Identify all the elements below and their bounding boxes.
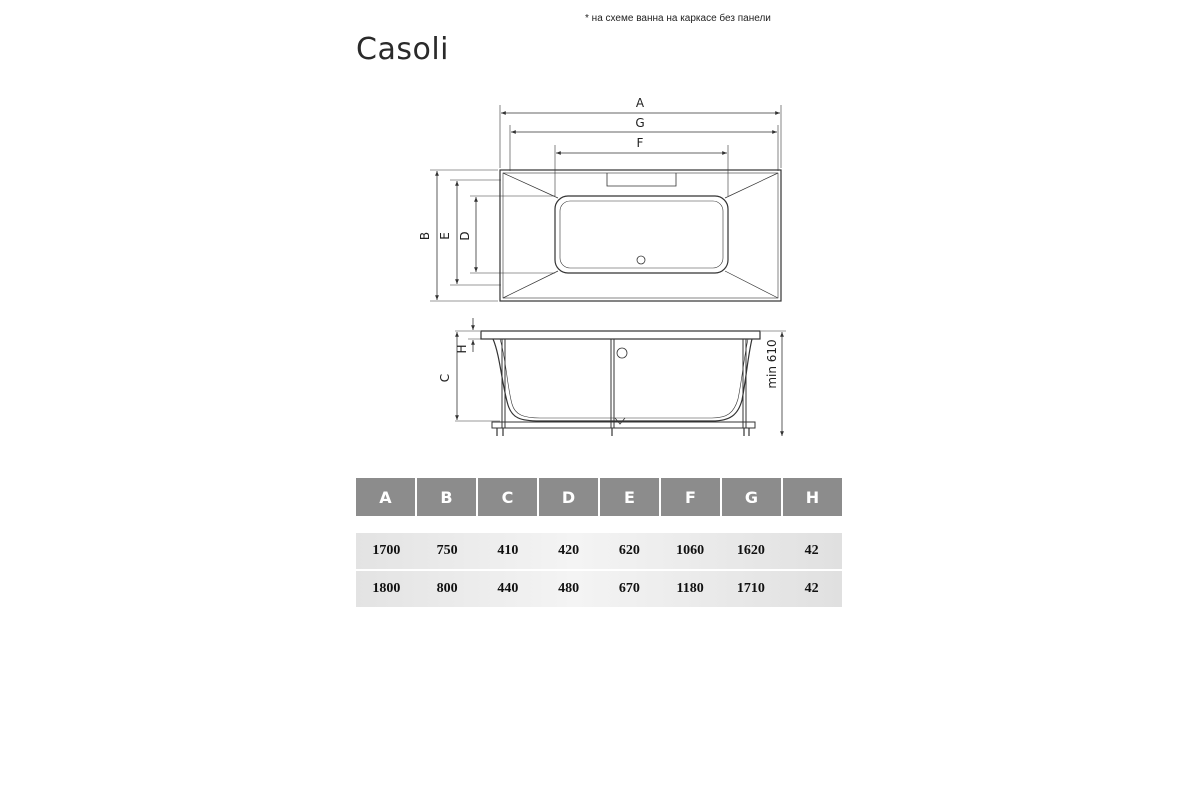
table-header-c: C [478, 478, 539, 516]
table-cell: 1700 [372, 543, 401, 558]
table-header-d: D [539, 478, 600, 516]
table-cell: 800 [436, 581, 458, 596]
table-header-b: B [417, 478, 478, 516]
table-header-e: E [600, 478, 661, 516]
label-a: A [635, 96, 645, 110]
label-h: H [455, 344, 469, 354]
table-cell: 420 [558, 543, 580, 558]
table-header-g: G [722, 478, 783, 516]
table-cell: 620 [618, 543, 640, 558]
product-title: Casoli [356, 32, 449, 67]
table-cell: 750 [436, 543, 458, 558]
label-d: D [458, 231, 472, 241]
table-cell: 440 [497, 581, 519, 596]
scheme-note: * на схеме ванна на каркасе без панели [585, 13, 771, 24]
table-cell: 42 [804, 581, 819, 596]
table-cell: 670 [618, 581, 640, 596]
table-cell: 1620 [736, 543, 765, 558]
table-cell: 1060 [676, 543, 705, 558]
table-header-a: A [356, 478, 417, 516]
label-b: B [418, 231, 432, 241]
table-cell: 1710 [736, 581, 765, 596]
side-view [455, 318, 786, 436]
label-c: C [438, 373, 452, 383]
top-view [430, 105, 781, 301]
table-cell: 410 [497, 543, 519, 558]
table-cell: 42 [804, 543, 819, 558]
dimensions-table [356, 478, 842, 607]
label-e: E [438, 232, 452, 240]
table-cell: 1800 [372, 581, 401, 596]
table-header-h: H [783, 478, 842, 516]
label-f: F [636, 136, 644, 150]
label-g: G [635, 116, 645, 130]
table-row [356, 533, 842, 569]
table-cell: 480 [558, 581, 580, 596]
label-min-height: min 610 [765, 339, 779, 389]
table-header-row [356, 478, 842, 516]
table-cell: 1180 [676, 581, 704, 596]
table-row [356, 571, 842, 607]
table-header-f: F [661, 478, 722, 516]
